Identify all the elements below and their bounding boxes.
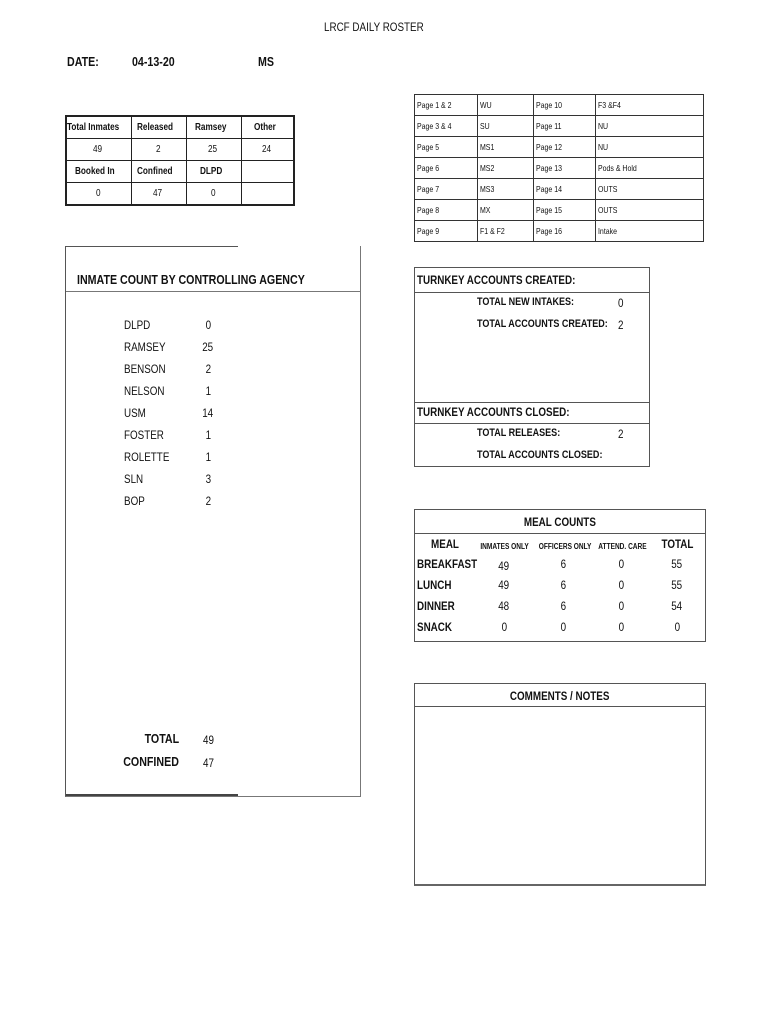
page-title: LRCF DAILY ROSTER (324, 20, 424, 34)
meal-name: BREAKFAST (417, 557, 478, 571)
meal-count-cell: 0 (560, 620, 566, 634)
meal-column-header: ATTEND. CARE (598, 542, 647, 551)
page-number-cell: Page 16 (534, 221, 596, 242)
meal-count-cell: 49 (498, 578, 510, 592)
summary-cell: DLPD (187, 161, 241, 183)
page-assignment-row (415, 116, 704, 137)
meal-column-header: MEAL (431, 537, 459, 551)
agency-count: 3 (205, 472, 211, 486)
agency-name: RAMSEY (124, 340, 166, 354)
meal-count-cell: 0 (618, 599, 624, 613)
page-number-cell: Page 5 (415, 137, 478, 158)
agency-name: FOSTER (124, 428, 164, 442)
agency-count: 1 (205, 450, 211, 464)
summary-cell: 0 (187, 183, 241, 206)
page-number-cell: Page 3 & 4 (415, 116, 478, 137)
unit-cell: WU (477, 95, 533, 116)
unit-cell: MS3 (477, 179, 533, 200)
meal-count-cell: 0 (618, 578, 624, 592)
summary-cell: Confined (131, 161, 187, 183)
meal-column-header: OFFICERS ONLY (538, 542, 592, 551)
meal-column-header: TOTAL (661, 537, 693, 551)
accounts-created-label: TOTAL ACCOUNTS CREATED: (477, 318, 608, 330)
agency-name: USM (124, 406, 146, 420)
meal-count-cell: 6 (560, 599, 566, 613)
page-assignment-row (415, 95, 704, 116)
page-number-cell: Page 1 & 2 (415, 95, 478, 116)
turnkey-created-rule (415, 292, 649, 293)
turnkey-closed-rule-2 (415, 423, 649, 424)
summary-value-row (66, 139, 294, 161)
page-assignment-row (415, 200, 704, 221)
summary-cell: 0 (66, 183, 131, 206)
summary-cell (241, 161, 294, 183)
unit-cell: SU (477, 116, 533, 137)
agency-count: 0 (205, 318, 211, 332)
date-value: 04-13-20 (132, 54, 175, 69)
page-number-cell: Page 11 (534, 116, 596, 137)
summary-value-row (66, 183, 294, 206)
total-value: 49 (203, 733, 214, 747)
summary-cell (241, 183, 294, 206)
meal-count-cell: 55 (671, 578, 683, 592)
summary-cell: 24 (241, 139, 294, 161)
meal-count-cell: 0 (618, 620, 624, 634)
summary-cell: Total Inmates (66, 116, 131, 139)
summary-cell: Ramsey (187, 116, 241, 139)
meal-counts-heading: MEAL COUNTS (524, 515, 596, 529)
total-label: TOTAL (144, 731, 179, 746)
meal-count-cell: 55 (671, 557, 683, 571)
summary-header-row (66, 161, 294, 183)
turnkey-closed-heading: TURNKEY ACCOUNTS CLOSED: (417, 405, 570, 419)
page-number-cell: Page 15 (534, 200, 596, 221)
meal-counts-box (414, 509, 706, 642)
agency-count: 2 (205, 494, 211, 508)
meal-name: SNACK (417, 620, 452, 634)
page-number-cell: Page 7 (415, 179, 478, 200)
agency-bottom-rule (66, 794, 238, 796)
summary-cell: Other (241, 116, 294, 139)
agency-heading-rule (66, 291, 360, 292)
meal-count-cell: 0 (674, 620, 680, 634)
agency-count: 1 (205, 384, 211, 398)
accounts-created-value: 2 (618, 318, 624, 332)
unit-cell: NU (596, 137, 704, 158)
meal-count-cell: 0 (501, 620, 507, 634)
unit-cell: Intake (596, 221, 704, 242)
meal-count-cell: 0 (618, 557, 624, 571)
comments-heading: COMMENTS / NOTES (510, 689, 610, 703)
unit-cell: MX (477, 200, 533, 221)
page-number-cell: Page 10 (534, 95, 596, 116)
page-assignment-row (415, 158, 704, 179)
comments-content[interactable] (419, 712, 699, 877)
confined-value: 47 (203, 756, 214, 770)
releases-value: 2 (618, 427, 624, 441)
agency-count: 25 (202, 340, 214, 354)
agency-heading: INMATE COUNT BY CONTROLLING AGENCY (77, 272, 305, 287)
agency-count: 14 (202, 406, 214, 420)
initials: MS (258, 54, 274, 69)
page-number-cell: Page 8 (415, 200, 478, 221)
agency-count: 2 (205, 362, 211, 376)
meal-count-cell: 6 (560, 557, 566, 571)
page-assignment-row (415, 137, 704, 158)
unit-cell: OUTS (596, 179, 704, 200)
agency-name: BENSON (124, 362, 166, 376)
agency-name: SLN (124, 472, 144, 486)
unit-cell: MS2 (477, 158, 533, 179)
confined-label: CONFINED (123, 754, 179, 769)
comments-box (414, 683, 706, 886)
turnkey-box (414, 267, 650, 467)
page-number-cell: Page 9 (415, 221, 478, 242)
comments-heading-rule (415, 706, 705, 707)
meal-count-cell: 48 (498, 599, 510, 613)
page-assignments-table (414, 94, 704, 242)
unit-cell: OUTS (596, 200, 704, 221)
agency-top-rule (66, 246, 238, 247)
page-number-cell: Page 14 (534, 179, 596, 200)
summary-header-row (66, 116, 294, 139)
page-number-cell: Page 12 (534, 137, 596, 158)
agency-name: ROLETTE (124, 450, 170, 464)
releases-label: TOTAL RELEASES: (477, 427, 561, 439)
agency-name: BOP (124, 494, 145, 508)
unit-cell: F1 & F2 (477, 221, 533, 242)
meal-count-cell: 54 (671, 599, 683, 613)
accounts-closed-label: TOTAL ACCOUNTS CLOSED: (477, 449, 603, 461)
agency-name: NELSON (124, 384, 165, 398)
page-assignment-row (415, 221, 704, 242)
unit-cell: Pods & Hold (596, 158, 704, 179)
unit-cell: F3 &F4 (596, 95, 704, 116)
agency-count: 1 (205, 428, 211, 442)
summary-cell: Released (131, 116, 187, 139)
page-number-cell: Page 6 (415, 158, 478, 179)
agency-name: DLPD (124, 318, 151, 332)
unit-cell: MS1 (477, 137, 533, 158)
page-assignment-row (415, 179, 704, 200)
meal-name: DINNER (417, 599, 455, 613)
summary-cell: 49 (66, 139, 131, 161)
summary-cell: 2 (131, 139, 187, 161)
turnkey-created-heading: TURNKEY ACCOUNTS CREATED: (417, 273, 576, 287)
meal-column-header: INMATES ONLY (480, 542, 529, 551)
summary-cell: 47 (131, 183, 187, 206)
turnkey-closed-rule (415, 402, 649, 403)
summary-cell: 25 (187, 139, 241, 161)
page-number-cell: Page 13 (534, 158, 596, 179)
meal-name: LUNCH (417, 578, 452, 592)
new-intakes-label: TOTAL NEW INTAKES: (477, 296, 575, 308)
meal-count-cell: 6 (560, 578, 566, 592)
date-label: DATE: (67, 54, 99, 69)
new-intakes-value: 0 (618, 296, 624, 310)
agency-box (65, 246, 361, 797)
summary-table (65, 115, 295, 206)
meal-count-cell: 49 (498, 559, 510, 573)
unit-cell: NU (596, 116, 704, 137)
meal-heading-rule (415, 533, 705, 534)
summary-cell: Booked In (66, 161, 131, 183)
